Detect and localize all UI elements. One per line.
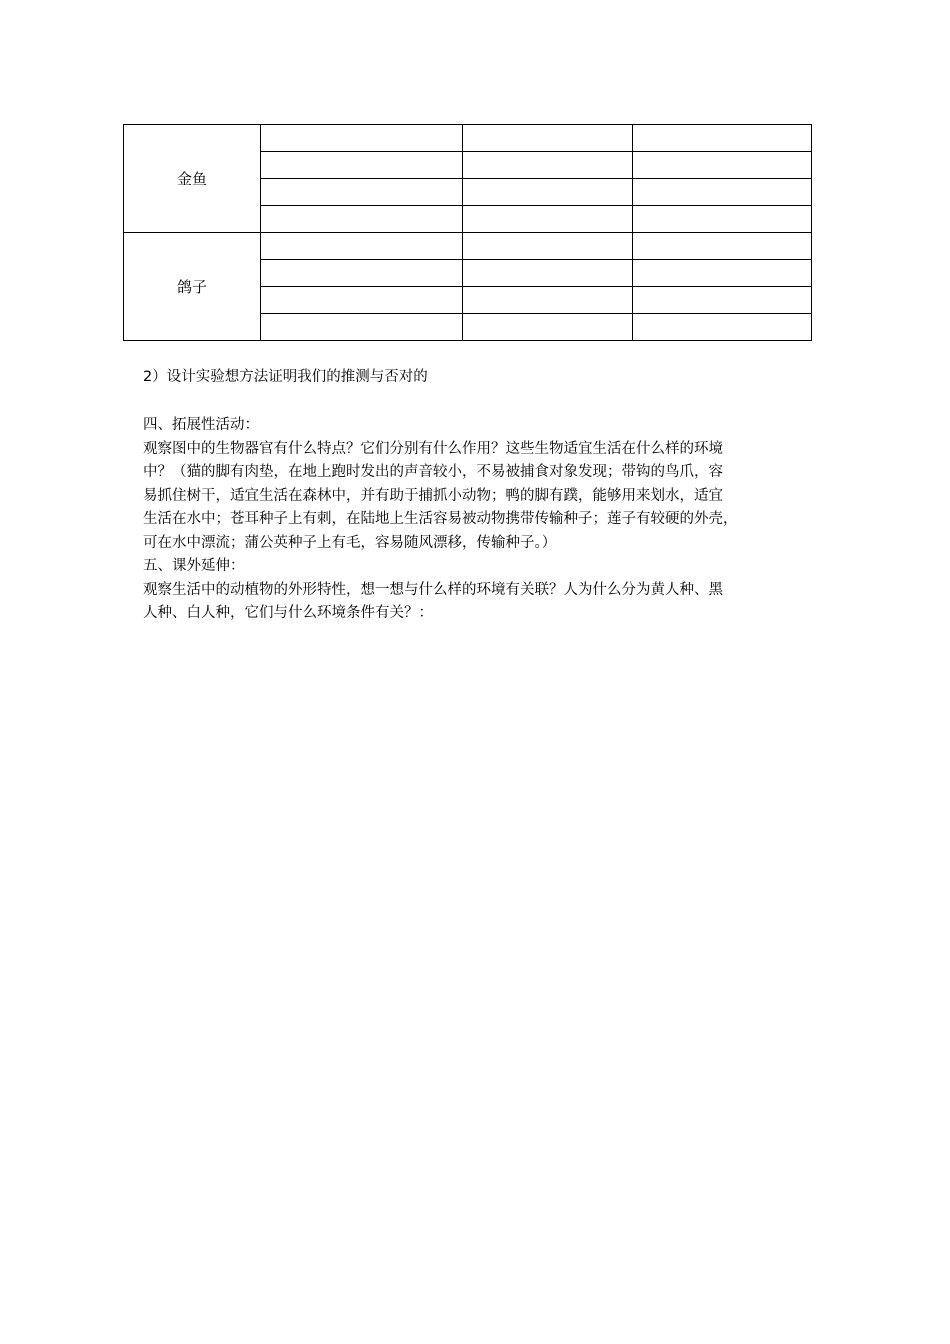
section-4-line: 中？（猫的脚有肉垫，在地上跑时发出的声音较小，不易被捕食对象发现；带钩的鸟爪，容 bbox=[143, 464, 723, 480]
table-cell bbox=[463, 125, 633, 152]
table-cell bbox=[633, 206, 812, 233]
table-cell bbox=[261, 125, 463, 152]
section-4-line: 可在水中漂流；蒲公英种子上有毛，容易随风漂移，传输种子。） bbox=[143, 534, 557, 551]
table-cell bbox=[261, 206, 463, 233]
section-4-line: 观察图中的生物器官有什么特点？它们分别有什么作用？这些生物适宜生活在什么样的环境 bbox=[143, 440, 723, 457]
table-cell bbox=[633, 179, 812, 206]
table-cell bbox=[261, 287, 463, 314]
section-5-line: 人种、白人种，它们与什么环境条件有关？： bbox=[143, 605, 433, 621]
table-cell bbox=[463, 233, 633, 260]
table-row bbox=[124, 233, 812, 260]
table-cell bbox=[633, 287, 812, 314]
table-cell bbox=[261, 260, 463, 287]
table-cell bbox=[463, 287, 633, 314]
table-cell bbox=[463, 314, 633, 341]
table-cell bbox=[463, 179, 633, 206]
section-5-line: 观察生活中的动植物的外形特性，想一想与什么样的环境有关联？人为什么分为黄人种、黑 bbox=[143, 581, 723, 598]
animal-cell-goldfish: 金鱼 bbox=[124, 125, 261, 233]
table-cell bbox=[261, 314, 463, 341]
table-cell bbox=[463, 206, 633, 233]
question-2 bbox=[143, 366, 818, 390]
section-4-line: 易抓住树干，适宜生活在森林中，并有助于捕抓小动物；鸭的脚有蹼，能够用来划水，适宜 bbox=[143, 487, 723, 504]
animal-cell-pigeon: 鸽子 bbox=[124, 233, 261, 341]
observation-table bbox=[123, 124, 812, 341]
table-cell bbox=[633, 152, 812, 179]
question-2-text: 2）设计实验想方法证明我们的推测与否对的 bbox=[143, 369, 428, 385]
table-cell bbox=[261, 233, 463, 260]
table-cell bbox=[633, 314, 812, 341]
table-cell bbox=[463, 260, 633, 287]
table-row bbox=[124, 125, 812, 152]
table-cell bbox=[261, 152, 463, 179]
section-4-line: 生活在水中；苍耳种子上有刺，在陆地上生活容易被动物携带传输种子；莲子有较硬的外壳， bbox=[143, 511, 738, 527]
table-cell bbox=[633, 125, 812, 152]
section-4-heading: 四、拓展性活动： bbox=[143, 417, 259, 433]
extension-sections bbox=[143, 414, 818, 626]
table-cell bbox=[261, 179, 463, 206]
table-cell bbox=[633, 233, 812, 260]
table-cell bbox=[633, 260, 812, 287]
section-5-heading: 五、课外延伸： bbox=[143, 558, 245, 574]
table-cell bbox=[463, 152, 633, 179]
